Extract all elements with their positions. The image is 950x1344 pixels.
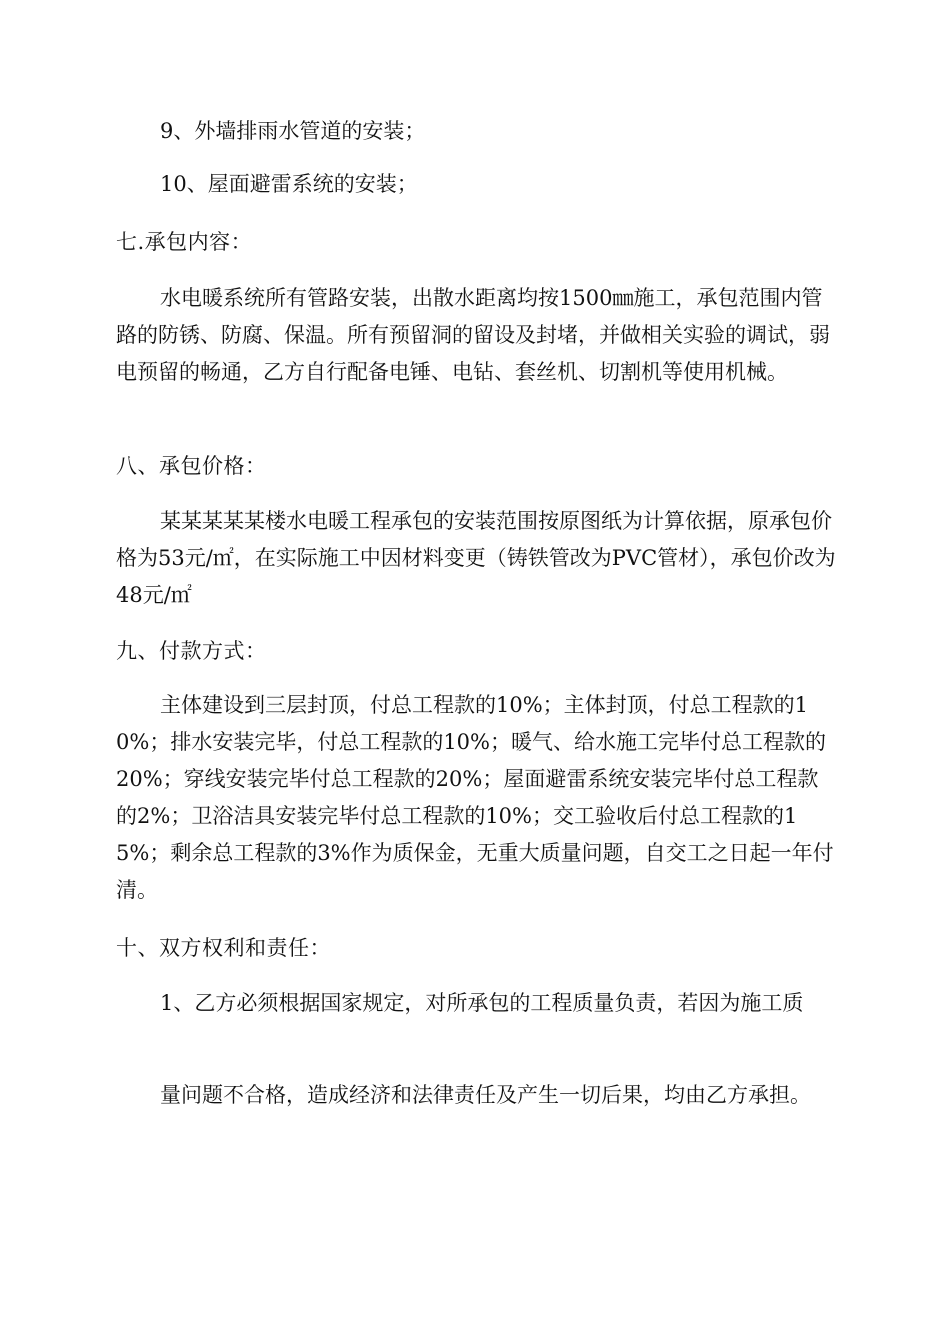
section-heading-price: 八、承包价格： [116, 454, 267, 478]
section-body-price: 某某某某某楼水电暖工程承包的安装范围按原图纸为计算依据，原承包价格为53元/㎡，在实际施工中因材料变更（铸铁管改为PVC管材），承包价改为48元/㎡ [116, 509, 836, 607]
responsibility-item-1-part-2: 量问题不合格，造成经济和法律责任及产生一切后果，均由乙方承担。 [160, 1083, 811, 1107]
section-heading-responsibilities: 十、双方权利和责任： [116, 936, 331, 960]
section-heading-payment: 九、付款方式： [116, 639, 267, 663]
list-item-9: 9、外墙排雨水管道的安装； [160, 119, 426, 143]
section-body-scope: 水电暖系统所有管路安装，出散水距离均按1500㎜施工，承包范围内管路的防锈、防腐、保温。所有预留洞的留设及封堵，并做相关实验的调试，弱电预留的畅通，乙方自行配备电锤、电钻、套丝机、切割机等使用机械。 [116, 286, 830, 384]
section-heading-scope: 七.承包内容： [116, 230, 253, 254]
list-item-10: 10、屋面避雷系统的安装； [160, 172, 418, 196]
section-body-payment: 主体建设到三层封顶，付总工程款的10%；主体封顶，付总工程款的10%；排水安装完毕，付总工程款的10%；暖气、给水施工完毕付总工程款的20%；穿线安装完毕付总工程款的20%；屋面避雷系统安装完毕付总工程款的2%；卫浴洁具安装完毕付总工程款的10%；交工验收后付总工程款的15%；剩余总工程款的3%作为质保金，无重大质量问题，自交工之日起一年付清。 [116, 693, 834, 902]
responsibility-item-1-part-1: 1、乙方必须根据国家规定，对所承包的工程质量负责，若因为施工质 [160, 991, 804, 1015]
